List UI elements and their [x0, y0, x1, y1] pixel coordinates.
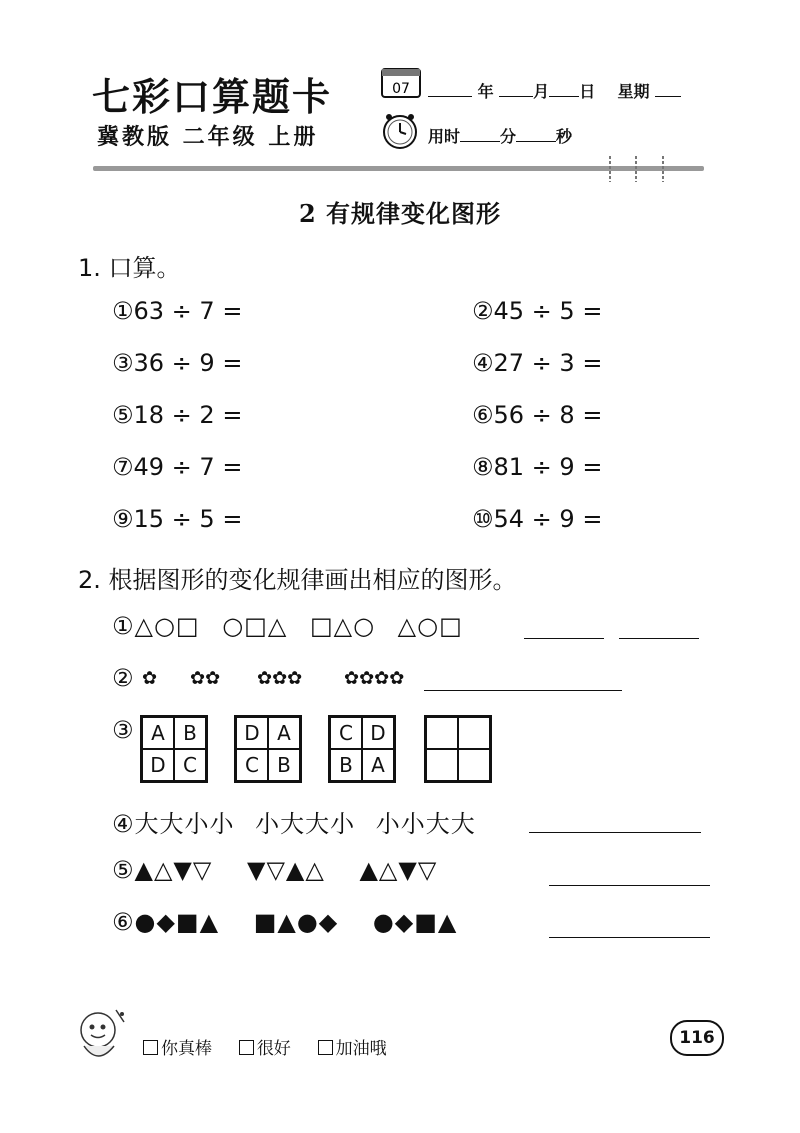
- grid-cell: B: [330, 749, 362, 781]
- section1-heading: 1. 口算。: [78, 254, 181, 282]
- answer-blank[interactable]: [549, 885, 710, 886]
- clock-icon: [381, 112, 419, 150]
- pin-icon: [607, 156, 613, 182]
- option-label-keep-going: 加油哦: [335, 1039, 387, 1059]
- solid-shape-group: ●◆■▲: [372, 908, 458, 936]
- pattern-row-6: [112, 908, 457, 936]
- grid-cell[interactable]: [426, 749, 458, 781]
- problem-9: ⑨15 ÷ 5 =: [112, 505, 243, 533]
- day-blank[interactable]: [549, 82, 579, 97]
- shape-group: △○□: [134, 612, 200, 640]
- month-label: 月: [533, 82, 550, 101]
- grid-cell: C: [174, 749, 206, 781]
- year-label: 年: [477, 82, 494, 101]
- problem-8: ⑧81 ÷ 9 =: [472, 453, 603, 481]
- weekday-label: 星期: [617, 82, 650, 101]
- page-number: 116: [670, 1020, 724, 1056]
- minutes-label: 分: [500, 127, 517, 146]
- grid-cell: D: [362, 717, 394, 749]
- triangle-group: ▲△▼▽: [134, 856, 213, 884]
- letter-grid: [140, 715, 208, 783]
- pattern-row-1: [112, 612, 463, 640]
- solid-shape-group: ■▲●◆: [253, 908, 339, 936]
- grid-cell: C: [330, 717, 362, 749]
- triangle-group: ▲△▼▽: [359, 856, 438, 884]
- triangle-group: ▼▽▲△: [246, 856, 325, 884]
- answer-blank[interactable]: [549, 937, 710, 938]
- problem-6: ⑥56 ÷ 8 =: [472, 401, 603, 429]
- answer-blank[interactable]: [529, 832, 701, 833]
- edition-subtitle: 冀教版 二年级 上册: [97, 125, 319, 150]
- checkbox-keep-going[interactable]: [318, 1040, 333, 1055]
- word-group: 大大小小: [134, 810, 235, 838]
- item-number: ⑤: [112, 856, 135, 884]
- problem-10: ⑩54 ÷ 9 =: [472, 505, 603, 533]
- problem-1: ①63 ÷ 7 =: [112, 297, 243, 325]
- time-label: 用时: [428, 127, 461, 146]
- flower-group: ✿✿✿: [257, 668, 303, 689]
- grid-cell: A: [142, 717, 174, 749]
- answer-blank[interactable]: [424, 690, 622, 691]
- seconds-label: 秒: [556, 127, 573, 146]
- grid-cell: B: [268, 749, 300, 781]
- grid-cell[interactable]: [458, 749, 490, 781]
- problem-5: ⑤18 ÷ 2 =: [112, 401, 243, 429]
- word-group: 小大大小: [255, 810, 356, 838]
- weekday-blank[interactable]: [655, 82, 681, 97]
- section2-heading: 2. 根据图形的变化规律画出相应的图形。: [78, 566, 517, 594]
- lesson-title: 2 有规律变化图形: [298, 199, 502, 228]
- checkbox-good[interactable]: [239, 1040, 254, 1055]
- calendar-icon: [381, 66, 421, 98]
- word-group: 小小大大: [375, 810, 476, 838]
- checkbox-great[interactable]: [143, 1040, 158, 1055]
- shape-group: △○□: [397, 612, 463, 640]
- item-number: ①: [112, 612, 135, 640]
- item-number: ⑥: [112, 908, 135, 936]
- answer-grid[interactable]: [424, 715, 492, 783]
- pin-icon: [633, 156, 639, 182]
- flower-group: ✿✿✿✿: [344, 668, 405, 689]
- pin-icon: [660, 156, 666, 182]
- time-line: [428, 124, 572, 147]
- flower-group: ✿✿: [190, 668, 221, 689]
- option-label-great: 你真棒: [161, 1039, 212, 1059]
- pattern-row-4: [112, 804, 476, 839]
- minutes-blank[interactable]: [460, 127, 500, 142]
- month-blank[interactable]: [499, 82, 533, 97]
- grid-cell: A: [362, 749, 394, 781]
- grid-cell[interactable]: [458, 717, 490, 749]
- day-label: 日: [579, 82, 596, 101]
- problem-7: ⑦49 ÷ 7 =: [112, 453, 243, 481]
- letter-grid: [328, 715, 396, 783]
- seconds-blank[interactable]: [516, 127, 556, 142]
- shape-group: ○□△: [222, 612, 288, 640]
- rating-options: [143, 1034, 387, 1059]
- brand-title: 七彩口算题卡: [92, 74, 333, 119]
- grid-cell: B: [174, 717, 206, 749]
- item-number: ④: [112, 810, 135, 838]
- shape-group: □△○: [309, 612, 376, 640]
- year-blank[interactable]: [428, 82, 472, 97]
- grid-cell: A: [268, 717, 300, 749]
- problem-3: ③36 ÷ 9 =: [112, 349, 243, 377]
- calendar-day-text: 07: [392, 81, 410, 97]
- flower-group: ✿: [142, 668, 158, 689]
- letter-grid: [234, 715, 302, 783]
- item-number: ③: [112, 716, 135, 744]
- solid-shape-group: ●◆■▲: [134, 908, 220, 936]
- option-label-good: 很好: [256, 1039, 291, 1059]
- answer-blank[interactable]: [524, 638, 604, 639]
- grid-cell: C: [236, 749, 268, 781]
- problem-2: ②45 ÷ 5 =: [472, 297, 603, 325]
- grid-cell: D: [236, 717, 268, 749]
- pattern-row-5: [112, 856, 437, 884]
- answer-blank[interactable]: [619, 638, 699, 639]
- date-line: [428, 79, 681, 102]
- grid-cell[interactable]: [426, 717, 458, 749]
- mascot-illustration: [70, 1004, 132, 1068]
- problem-4: ④27 ÷ 3 =: [472, 349, 603, 377]
- item-number: ②: [112, 664, 135, 692]
- grid-cell: D: [142, 749, 174, 781]
